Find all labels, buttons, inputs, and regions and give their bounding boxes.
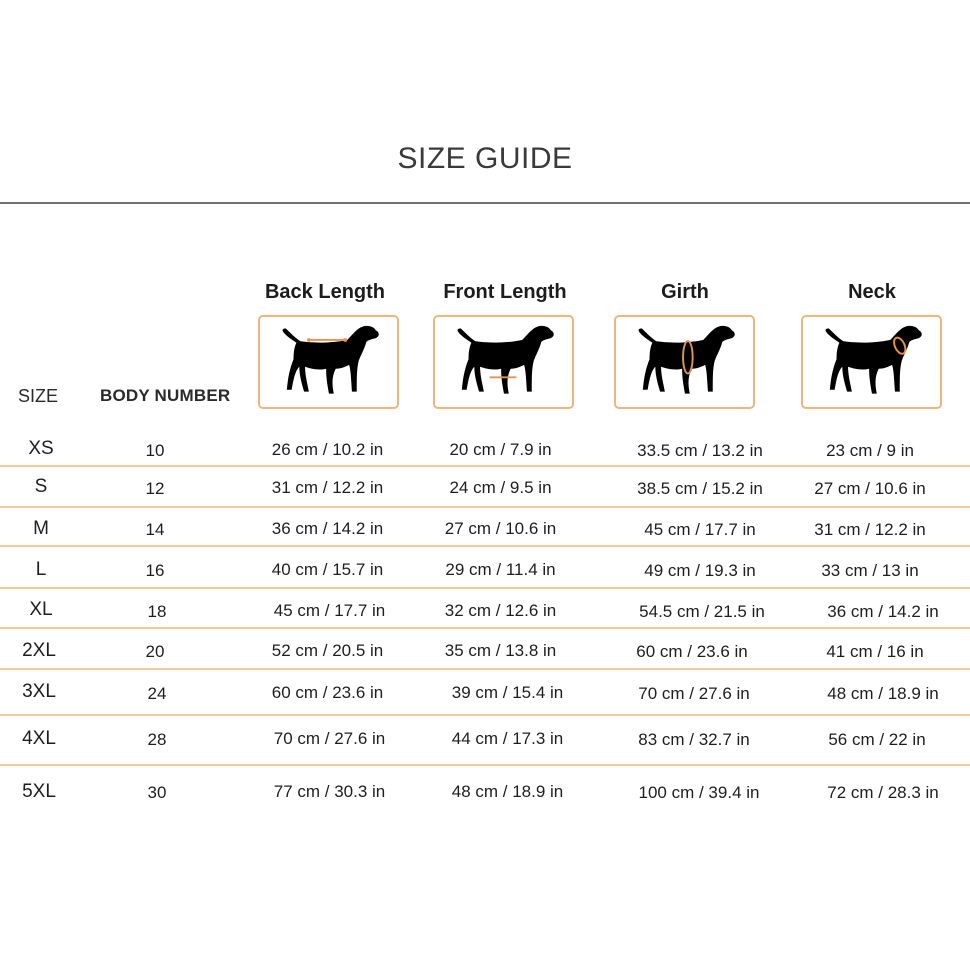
- table-cell-size: 2XL: [22, 640, 56, 661]
- table-cell-neck: 36 cm / 14.2 in: [827, 602, 939, 621]
- neck-illustration: [801, 315, 942, 409]
- table-cell-size: XS: [28, 438, 54, 459]
- column-header-front-length: Front Length: [443, 281, 567, 303]
- table-cell-size: 3XL: [22, 681, 56, 702]
- table-cell-back-length: 31 cm / 12.2 in: [271, 478, 384, 497]
- table-cell-neck: 56 cm / 22 in: [828, 730, 926, 749]
- back-length-illustration: [258, 315, 399, 409]
- table-cell-neck: 31 cm / 12.2 in: [814, 520, 926, 539]
- front-length-illustration: [433, 315, 574, 409]
- table-cell-front-length: 35 cm / 13.8 in: [444, 641, 557, 660]
- table-cell-front-length: 32 cm / 12.6 in: [444, 601, 557, 620]
- table-cell-girth: 60 cm / 23.6 in: [636, 642, 748, 661]
- table-cell-girth: 54.5 cm / 21.5 in: [639, 602, 765, 621]
- dog-back-length-icon: [260, 317, 397, 407]
- table-cell-back-length: 45 cm / 17.7 in: [273, 601, 386, 620]
- table-cell-neck: 27 cm / 10.6 in: [814, 479, 926, 498]
- table-cell-size: 4XL: [22, 728, 56, 749]
- table-cell-back-length: 40 cm / 15.7 in: [271, 560, 384, 579]
- table-cell-girth: 100 cm / 39.4 in: [638, 783, 760, 802]
- table-cell-body-number: 24: [147, 684, 167, 703]
- table-cell-size: XL: [29, 599, 53, 620]
- table-cell-back-length: 70 cm / 27.6 in: [273, 729, 386, 748]
- dog-front-length-icon: [435, 317, 572, 407]
- title-divider: [0, 202, 970, 204]
- table-cell-size: M: [33, 518, 49, 539]
- row-divider: [0, 668, 970, 670]
- table-cell-body-number: 30: [147, 783, 167, 802]
- table-cell-front-length: 44 cm / 17.3 in: [451, 729, 564, 748]
- table-cell-body-number: 28: [147, 730, 167, 749]
- table-cell-front-length: 48 cm / 18.9 in: [451, 782, 564, 801]
- column-header-back-length: Back Length: [264, 281, 386, 303]
- table-cell-girth: 45 cm / 17.7 in: [644, 520, 756, 539]
- table-cell-girth: 83 cm / 32.7 in: [638, 730, 750, 749]
- table-cell-body-number: 16: [145, 561, 165, 580]
- table-cell-back-length: 52 cm / 20.5 in: [271, 641, 384, 660]
- row-divider: [0, 545, 970, 547]
- row-header-size: SIZE: [18, 386, 59, 406]
- table-cell-body-number: 18: [147, 602, 167, 621]
- table-cell-girth: 38.5 cm / 15.2 in: [637, 479, 763, 498]
- table-cell-front-length: 29 cm / 11.4 in: [445, 560, 556, 579]
- row-header-body-number: BODY NUMBER: [100, 386, 231, 405]
- row-divider: [0, 627, 970, 629]
- table-cell-back-length: 77 cm / 30.3 in: [273, 782, 386, 801]
- page-title: SIZE GUIDE: [397, 142, 573, 175]
- table-cell-neck: 48 cm / 18.9 in: [827, 684, 939, 703]
- table-cell-front-length: 39 cm / 15.4 in: [451, 683, 564, 702]
- table-cell-body-number: 14: [145, 520, 165, 539]
- table-cell-size: 5XL: [22, 781, 56, 802]
- column-header-neck: Neck: [848, 281, 896, 303]
- table-cell-size: L: [35, 559, 47, 580]
- table-cell-back-length: 60 cm / 23.6 in: [271, 683, 384, 702]
- table-cell-body-number: 10: [145, 441, 165, 460]
- girth-illustration: [614, 315, 755, 409]
- table-cell-neck: 33 cm / 13 in: [821, 561, 919, 580]
- dog-neck-icon: [803, 317, 940, 407]
- table-cell-neck: 23 cm / 9 in: [826, 441, 914, 460]
- table-cell-girth: 70 cm / 27.6 in: [638, 684, 750, 703]
- table-cell-girth: 33.5 cm / 13.2 in: [637, 441, 763, 460]
- table-cell-body-number: 20: [145, 642, 165, 661]
- table-cell-front-length: 24 cm / 9.5 in: [449, 478, 552, 497]
- row-divider: [0, 506, 970, 508]
- row-divider: [0, 465, 970, 467]
- table-cell-body-number: 12: [145, 479, 165, 498]
- table-cell-neck: 41 cm / 16 in: [826, 642, 924, 661]
- table-cell-size: S: [34, 476, 48, 497]
- row-divider: [0, 587, 970, 589]
- dog-girth-icon: [616, 317, 753, 407]
- table-cell-back-length: 26 cm / 10.2 in: [271, 440, 384, 459]
- table-cell-neck: 72 cm / 28.3 in: [827, 783, 939, 802]
- table-cell-front-length: 20 cm / 7.9 in: [449, 440, 552, 459]
- table-cell-front-length: 27 cm / 10.6 in: [444, 519, 557, 538]
- row-divider: [0, 714, 970, 716]
- table-cell-girth: 49 cm / 19.3 in: [644, 561, 756, 580]
- row-divider: [0, 764, 970, 766]
- column-header-girth: Girth: [661, 281, 709, 303]
- table-cell-back-length: 36 cm / 14.2 in: [271, 519, 384, 538]
